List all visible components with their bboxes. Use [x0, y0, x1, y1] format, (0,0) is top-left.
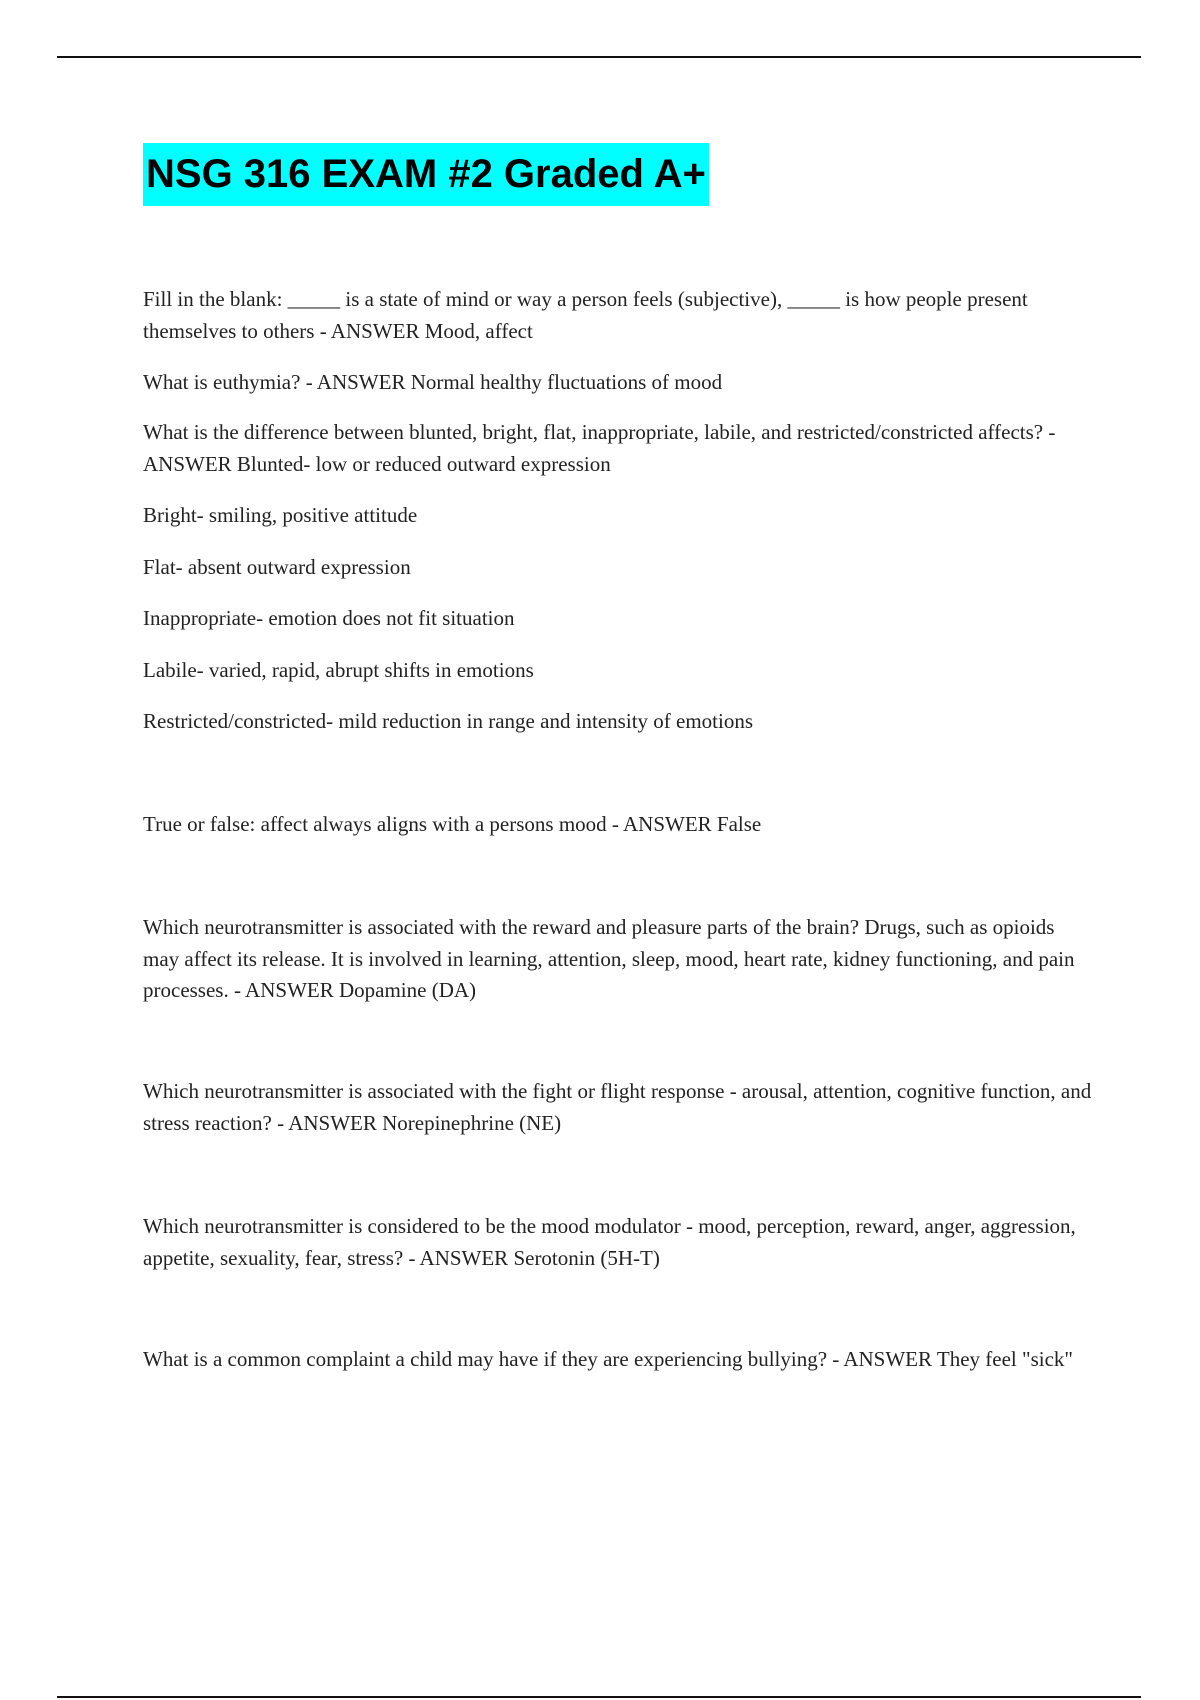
document-title: NSG 316 EXAM #2 Graded A+: [143, 143, 709, 206]
question-mood-affect: Fill in the blank: _____ is a state of mind or way a person feels (subjective), _____ is how people present themselves to others - ANSWER Mood, affect: [143, 287, 1028, 343]
question-serotonin: Which neurotransmitter is considered to be the mood modulator - mood, perception, reward, anger, aggression, appetite, sexuality, fear, stress? - ANSWER Serotonin (5H-T): [143, 1214, 1076, 1270]
question-euthymia: What is euthymia? - ANSWER Normal healthy fluctuations of mood: [143, 370, 723, 394]
question-norepinephrine: Which neurotransmitter is associated with the fight or flight response - arousal, attention, cognitive function, and stress reaction? - ANSWER Norepinephrine (NE): [143, 1079, 1092, 1135]
answer-flat: Flat- absent outward expression: [143, 555, 411, 579]
answer-bright: Bright- smiling, positive attitude: [143, 503, 418, 527]
answer-inappropriate: Inappropriate- emotion does not fit situation: [143, 606, 515, 630]
question-affect-types: What is the difference between blunted, bright, flat, inappropriate, labile, and restricted/constricted affects? - ANSWER Blunted- low or reduced outward expression: [143, 420, 1056, 476]
answer-restricted: Restricted/constricted- mild reduction in range and intensity of emotions: [143, 709, 754, 733]
top-rule: [57, 56, 1141, 58]
question-bullying: What is a common complaint a child may have if they are experiencing bullying? - ANSWER They feel "sick": [143, 1347, 1073, 1371]
question-dopamine: Which neurotransmitter is associated with the reward and pleasure parts of the brain? Drugs, such as opioids may affect its release. It is involved in learning, attention, sleep, mood, heart rate, kidney functioning, and pain processes. - ANSWER Dopamine (DA): [143, 915, 1075, 1002]
bottom-rule: [57, 1696, 1141, 1698]
question-true-false: True or false: affect always aligns with a persons mood - ANSWER False: [143, 812, 762, 836]
answer-labile: Labile- varied, rapid, abrupt shifts in emotions: [143, 658, 534, 682]
